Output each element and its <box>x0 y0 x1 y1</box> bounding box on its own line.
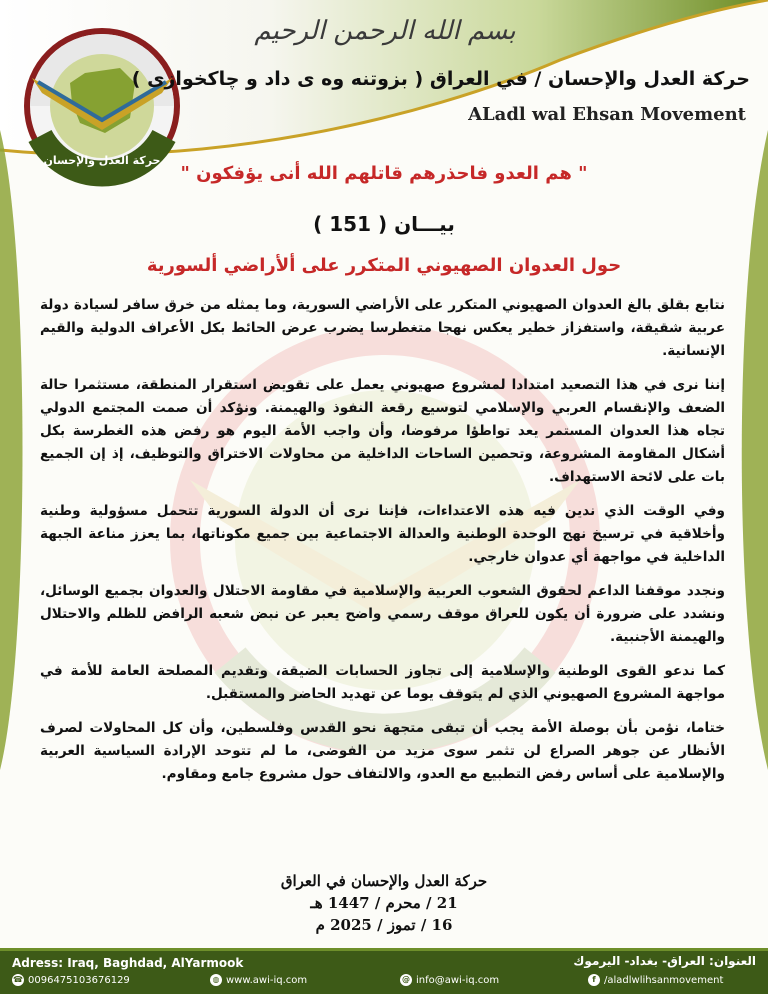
paragraph: ختاما، نؤمن بأن بوصلة الأمة يجب أن تبقى متجهة نحو القدس وفلسطين، وأن كل المحاولات لصرف الأنظار عن جوهر الصراع لن تثمر سوى مزيد من الفوضى، ما لم تتوحد الإرادة السياسية العربية والإسلامية على أساس رفض التطبيع مع العدو، والالتفاف حول مشروع جامع ومقاوم. <box>40 720 725 782</box>
signature-block <box>0 870 768 936</box>
address-arabic: العنوان: العراق- بغداد- اليرموك <box>573 954 756 968</box>
facebook-text: /aladlwlihsanmovement <box>604 974 724 986</box>
email-text: info@awi-iq.com <box>416 974 500 986</box>
basmala-text: بسم الله الرحمن الرحيم <box>254 16 516 46</box>
basmala-calligraphy <box>240 10 530 62</box>
statement-body <box>40 294 725 797</box>
statement-number: بيـــان ( 151 ) <box>313 212 455 236</box>
phone-number: 00964751036761​29 <box>28 974 130 986</box>
facebook-icon: f <box>588 974 600 986</box>
facebook-link[interactable] <box>588 974 723 986</box>
gregorian-date: 16 / تموز / 2025 م <box>315 916 453 934</box>
contact-row <box>0 974 768 992</box>
hijri-date: 21 / محرم / 1447 هـ <box>310 894 458 912</box>
paragraph: نتابع بقلق بالغ العدوان الصهيوني المتكرر على الأراضي السورية، وما يمثله من خرق سافر لسيادة دولة عربية شقيقة، واستفزاز خطير يعكس نهجا متغطرسا يضرب عرض الحائط بكل الأعراف الدولية والقيم الإنسانية. <box>40 297 725 359</box>
statement-subject: حول العدوان الصهيوني المتكرر على ألأراضي ألسورية <box>146 255 622 276</box>
email-link[interactable] <box>400 974 499 986</box>
paragraph: كما ندعو القوى الوطنية والإسلامية إلى تجاوز الحسابات الضيقة، وتقديم المصلحة العامة للأمة في مواجهة المشروع الصهيوني الذي لم يتوقف يوما عن تهديد الحاضر والمستقبل. <box>40 663 725 702</box>
paragraph: ونجدد موقفنا الداعم لحقوق الشعوب العربية والإسلامية في مقاومة الاحتلال والعدوان بجميع الوسائل، ونشدد على ضرورة أن يكون للعراق موقف رسمي واضح يعبر عن نبض شعبه الرافض للظلم والاحتلال والهيمنة الأجنبية. <box>40 583 725 645</box>
website-link[interactable] <box>210 974 307 986</box>
website-text: www.awi-iq.com <box>226 974 308 986</box>
signature-org: حركة العدل والإحسان في العراق <box>280 872 488 890</box>
footer-divider <box>0 948 768 951</box>
paragraph: وفي الوقت الذي ندين فيه هذه الاعتداءات، فإننا نرى أن الدولة السورية تتحمل مسؤولية وطنية وأخلاقية في ترسيخ نهج الوحدة الوطنية والعدالة الاجتماعية بين جميع مكوناتها، بما يعزز مناعة الجبهة الداخلية في مواجهة أي عدوان خارجي. <box>40 503 725 565</box>
quran-quote: " هم العدو فاحذرهم قاتلهم الله أنى يؤفكون " <box>180 163 588 184</box>
org-title-english: ALadl wal Ehsan Movement <box>468 104 746 125</box>
paragraph: إننا نرى في هذا التصعيد امتدادا لمشروع صهيوني يعمل على تقويض استقرار المنطقة، مستثمرا حالة الضعف والإنقسام العربي والإسلامي لتوسيع رقعة النفوذ والهيمنة. ونؤكد أن صمت المجتمع الدولي تجاه هذا العدوان المستمر يعد تواطؤا مرفوضا، وأن واجب الأمة اليوم هو رفض هذه الغطرسة بكل أشكال المقاومة المشروعة، وتحصين الساحات الداخلية من محاولات الاختراق والتوظيف، إذ إن الجميع بات على لائحة الاستهداف. <box>40 377 725 485</box>
address-english: Adress: Iraq, Baghdad, AlYarmook <box>12 956 244 970</box>
phone-contact[interactable] <box>12 974 130 986</box>
email-icon: @ <box>402 975 410 984</box>
logo-text: حركة العدل والإحسان <box>43 154 161 167</box>
globe-icon: ◍ <box>210 974 222 986</box>
phone-icon: ☎ <box>13 975 23 984</box>
org-title-arabic: حركة العدل والإحسان / في العراق ( بزوتنه وه ى داد و چاكخوازى ) <box>131 68 750 90</box>
